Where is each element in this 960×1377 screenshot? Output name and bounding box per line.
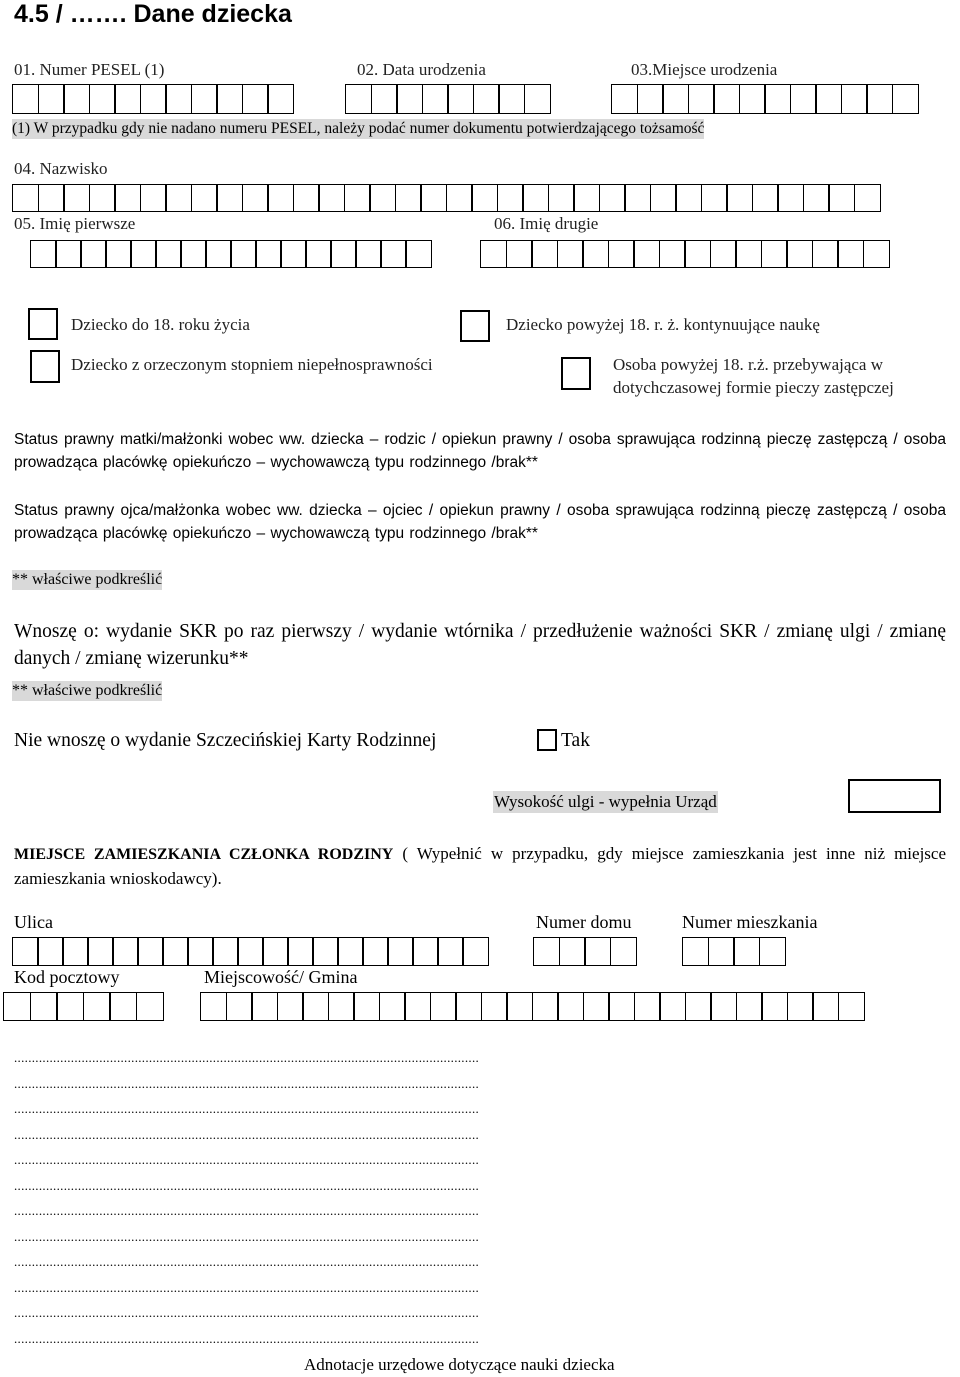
birth-place-boxes[interactable]	[611, 84, 917, 114]
first-name-boxes[interactable]	[30, 240, 430, 268]
section-title: 4.5 / ……. Dane dziecka	[14, 0, 292, 28]
disability-label: Dziecko z orzeczonym stopniem niepełnosprawności	[71, 355, 433, 374]
residence-heading	[14, 842, 946, 891]
discount-box[interactable]	[848, 779, 941, 813]
residence-heading-rest: ( Wypełnić w przypadku, gdy miejsce zamieszkania jest inne niż miejsce zamieszkania wnioskodawcy).	[14, 844, 946, 888]
dotted-line: ...................................................................................................................................	[14, 1075, 480, 1091]
second-name-boxes[interactable]	[480, 240, 888, 268]
over18-study-checkbox[interactable]	[460, 310, 490, 342]
no-card-label: Nie wnoszę o wydanie Szczecińskiej Karty Rodzinnej	[14, 730, 437, 751]
birth-place-label: 03.Miejsce urodzenia	[631, 60, 778, 79]
street-label: Ulica	[14, 912, 53, 932]
discount-label: Wysokość ulgi - wypełnia Urząd	[494, 792, 717, 811]
mother-status: Status prawny matki/małżonki wobec ww. dziecka – rodzic / opiekun prawny / osoba sprawująca rodzinną pieczę zastępczą / osoba prowadząca placówkę opiekuńczo – wychowawczą typu rodzinnego /brak**	[14, 431, 946, 471]
pesel-boxes[interactable]	[12, 84, 293, 114]
foster-label-1: Osoba powyżej 18. r.ż. przebywająca w	[613, 355, 884, 374]
street-boxes[interactable]	[12, 937, 487, 966]
second-name-label: 06. Imię drugie	[494, 214, 599, 233]
birth-date-label: 02. Data urodzenia	[357, 60, 486, 79]
dotted-line: ...................................................................................................................................	[14, 1101, 480, 1116]
flat-no-boxes[interactable]	[682, 937, 784, 966]
dotted-line: ...................................................................................................................................	[14, 1126, 480, 1142]
dotted-line: ...................................................................................................................................	[14, 1279, 480, 1295]
underline-note-1: ** właściwe podkreślić	[12, 571, 163, 588]
dotted-line: ...................................................................................................................................	[14, 1152, 480, 1167]
house-no-label: Numer domu	[536, 912, 632, 932]
tak-label: Tak	[561, 730, 590, 751]
surname-label: 04. Nazwisko	[14, 159, 108, 178]
annotations-footer: Adnotacje urzędowe dotyczące nauki dziecka	[304, 1355, 615, 1374]
house-no-boxes[interactable]	[533, 937, 635, 966]
postal-code-label: Kod pocztowy	[14, 967, 120, 987]
postal-code-boxes[interactable]	[3, 992, 162, 1021]
father-status: Status prawny ojca/małżonka wobec ww. dziecka – ojciec / opiekun prawny / osoba sprawująca rodzinną pieczę zastępczą / osoba prowadząca placówkę opiekuńczo – wychowawczą typu rodzinnego /brak**	[14, 502, 946, 542]
dotted-line: ...................................................................................................................................	[14, 1203, 480, 1218]
under18-label: Dziecko do 18. roku życia	[71, 315, 250, 334]
request-text: Wnoszę o: wydanie SKR po raz pierwszy / wydanie wtórnika / przedłużenie ważności SKR / zmianę ulgi / zmianę danych / zmianę wizerunku**	[14, 621, 946, 669]
dotted-line: ...................................................................................................................................	[14, 1177, 480, 1193]
dotted-line: ...................................................................................................................................	[14, 1050, 480, 1065]
foster-label-2: dotychczasowej formie pieczy zastępczej	[613, 378, 894, 397]
dotted-line: ...................................................................................................................................	[14, 1305, 480, 1320]
under18-checkbox[interactable]	[28, 308, 58, 340]
first-name-label: 05. Imię pierwsze	[14, 214, 136, 233]
underline-note-2: ** właściwe podkreślić	[12, 682, 163, 699]
dotted-line: ...................................................................................................................................	[14, 1254, 480, 1269]
pesel-label: 01. Numer PESEL (1)	[14, 60, 165, 79]
flat-no-label: Numer mieszkania	[682, 912, 818, 932]
pesel-note: (1) W przypadku gdy nie nadano numeru PESEL, należy podać numer dokumentu potwierdzającego tożsamość	[12, 120, 705, 137]
surname-boxes[interactable]	[12, 184, 879, 212]
residence-heading-bold: MIEJSCE ZAMIESZKANIA CZŁONKA RODZINY	[14, 846, 394, 863]
dotted-line: ...................................................................................................................................	[14, 1330, 480, 1346]
city-label: Miejscowość/ Gmina	[204, 967, 358, 987]
annotation-lines	[14, 1045, 874, 1351]
dotted-line: ...................................................................................................................................	[14, 1228, 480, 1244]
over18-study-label: Dziecko powyżej 18. r. ż. kontynuujące naukę	[506, 315, 820, 334]
birth-date-boxes[interactable]	[345, 84, 549, 114]
city-boxes[interactable]	[200, 992, 863, 1021]
disability-checkbox[interactable]	[30, 350, 60, 383]
foster-checkbox[interactable]	[561, 357, 591, 390]
tak-checkbox[interactable]	[537, 729, 557, 751]
